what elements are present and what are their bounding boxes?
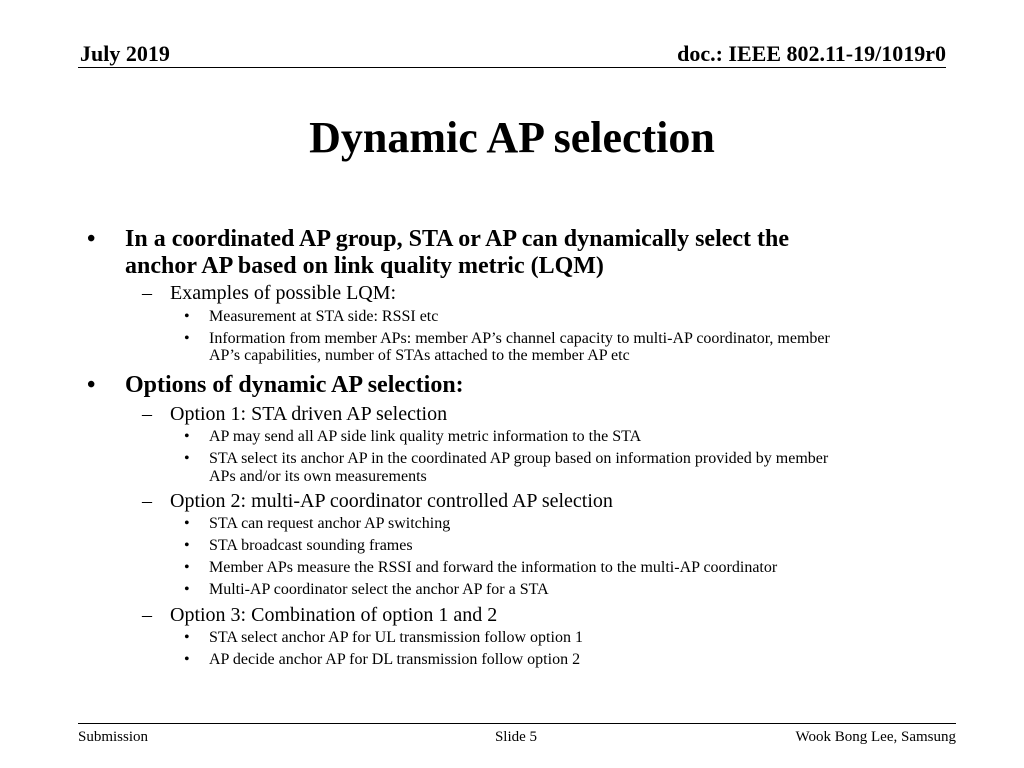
item-text: STA select its anchor AP in the coordinated AP group based on information provided by member xyxy=(209,450,829,467)
footer-submission: Submission xyxy=(78,729,149,745)
bullet-marker: • xyxy=(184,629,190,646)
bullet-marker: • xyxy=(184,330,190,347)
dash-marker: – xyxy=(142,604,152,626)
bullet-text: In a coordinated AP group, STA or AP can dynamically select the xyxy=(125,226,790,252)
bullet-marker: • xyxy=(184,308,190,325)
dash-marker: – xyxy=(142,490,152,512)
bullet-marker: • xyxy=(184,651,190,668)
slide-title: Dynamic AP selection xyxy=(309,113,715,162)
header-date: July 2019 xyxy=(80,41,170,66)
item-text: STA select anchor AP for UL transmission follow option 1 xyxy=(209,629,583,646)
subbullet-text: Option 2: multi-AP coordinator controlled AP selection xyxy=(170,490,613,512)
item-text: STA broadcast sounding frames xyxy=(209,537,413,554)
dash-marker: – xyxy=(142,282,152,304)
item-text: APs and/or its own measurements xyxy=(209,468,427,485)
bullet-marker: • xyxy=(184,515,190,532)
header-doc-id: doc.: IEEE 802.11-19/1019r0 xyxy=(677,41,946,66)
item-text: AP may send all AP side link quality metric information to the STA xyxy=(209,428,642,445)
subbullet-text: Option 1: STA driven AP selection xyxy=(170,403,448,425)
item-text: AP’s capabilities, number of STAs attached to the member AP etc xyxy=(209,347,630,364)
item-text: Multi-AP coordinator select the anchor AP for a STA xyxy=(209,581,549,598)
item-text: Information from member APs: member AP’s channel capacity to multi-AP coordinator, member xyxy=(209,330,830,347)
bullet-text: anchor AP based on link quality metric (LQM) xyxy=(125,253,604,279)
item-text: Member APs measure the RSSI and forward the information to the multi-AP coordinator xyxy=(209,559,778,576)
bullet-marker: • xyxy=(184,428,190,445)
footer-author: Wook Bong Lee, Samsung xyxy=(795,729,956,745)
bullet-marker: • xyxy=(184,581,190,598)
item-text: STA can request anchor AP switching xyxy=(209,515,451,532)
subbullet-text: Option 3: Combination of option 1 and 2 xyxy=(170,604,498,626)
bullet-marker: • xyxy=(184,450,190,467)
item-text: AP decide anchor AP for DL transmission follow option 2 xyxy=(209,651,581,668)
bullet-marker: • xyxy=(184,559,190,576)
footer-slide-number: Slide 5 xyxy=(494,729,538,745)
bullet-marker: • xyxy=(87,372,96,398)
bullet-text: Options of dynamic AP selection: xyxy=(125,372,464,398)
bullet-marker: • xyxy=(184,537,190,554)
bullet-marker: • xyxy=(87,226,96,252)
item-text: Measurement at STA side: RSSI etc xyxy=(209,308,439,325)
dash-marker: – xyxy=(142,403,152,425)
subbullet-text: Examples of possible LQM: xyxy=(170,282,397,304)
footer-divider xyxy=(78,723,956,724)
